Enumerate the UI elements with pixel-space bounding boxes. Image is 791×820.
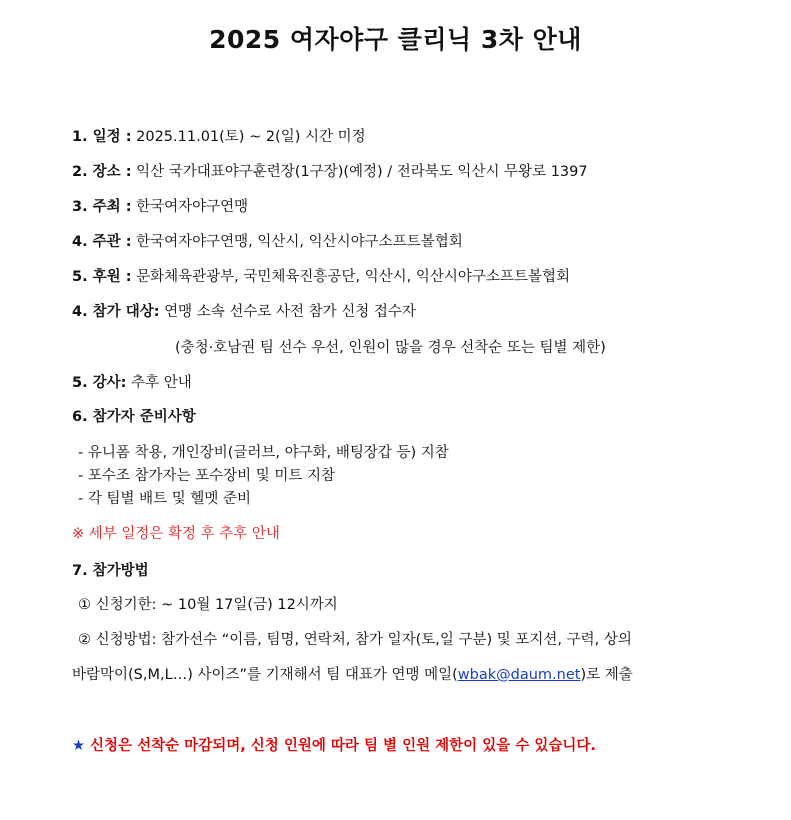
star-icon: ★ <box>72 738 85 754</box>
sponsor-value: 문화체육관광부, 국민체육진흥공단, 익산시, 익산시야구소프트볼협회 <box>131 269 570 285</box>
organizer-label: 4. 주관 : <box>72 234 132 250</box>
host-value: 한국여자야구연맹 <box>131 199 249 215</box>
schedule-value: 2025.11.01(토) ~ 2(일) 시간 미정 <box>131 129 366 145</box>
info-organizer <box>72 232 463 252</box>
apply-heading: 7. 참가방법 <box>72 563 149 579</box>
detail-notice: ※ 세부 일정은 확정 후 추후 안내 <box>72 526 280 542</box>
target-value: 연맹 소속 선수로 사전 참가 신청 접수자 <box>159 304 416 320</box>
organizer-value: 한국여자야구연맹, 익산시, 익산시야구소프트볼협회 <box>131 234 463 250</box>
apply-method-line1: ② 신청방법: 참가선수 “이름, 팀명, 연락처, 참가 일자(토,일 구분) 및 포지션, 구력, 상의 <box>78 632 632 648</box>
info-instructor <box>72 373 192 393</box>
target-label: 4. 참가 대상: <box>72 304 160 320</box>
email-link[interactable]: wbak@daum.net <box>457 667 581 683</box>
instructor-value: 추후 안내 <box>126 375 192 391</box>
prep-item: - 포수조 참가자는 포수장비 및 미트 지참 <box>78 468 335 484</box>
method-line2-post: )로 제출 <box>580 667 633 683</box>
info-host <box>72 197 248 217</box>
apply-method-line2 <box>72 665 633 685</box>
page-title: 2025 여자야구 클리닉 3차 안내 <box>209 25 582 54</box>
sponsor-label: 5. 후원 : <box>72 269 132 285</box>
venue-label: 2. 장소 : <box>72 164 132 180</box>
target-note: (충청·호남권 팀 선수 우선, 인원이 많을 경우 선착순 또는 팀별 제한) <box>175 340 606 356</box>
final-notice: 신청은 선착순 마감되며, 신청 인원에 따라 팀 별 인원 제한이 있을 수 있습니다. <box>85 738 596 754</box>
instructor-label: 5. 강사: <box>72 375 127 391</box>
prep-item: - 각 팀별 배트 및 헬멧 준비 <box>78 491 251 507</box>
info-schedule <box>72 127 366 147</box>
info-sponsor <box>72 267 570 287</box>
info-venue <box>72 162 588 182</box>
apply-deadline: ① 신청기한: ~ 10월 17일(금) 12시까지 <box>78 597 338 613</box>
method-line2-pre: 바람막이(S,M,L…) 사이즈”를 기재해서 팀 대표가 연맹 메일( <box>72 667 458 683</box>
venue-value: 익산 국가대표야구훈련장(1구장)(예정) / 전라북도 익산시 무왕로 1397 <box>131 164 588 180</box>
info-target <box>72 302 416 322</box>
prep-item: - 유니폼 착용, 개인장비(글러브, 야구화, 배팅장갑 등) 지참 <box>78 445 449 461</box>
host-label: 3. 주최 : <box>72 199 132 215</box>
prep-heading: 6. 참가자 준비사항 <box>72 409 196 425</box>
schedule-label: 1. 일정 : <box>72 129 132 145</box>
final-notice-line <box>72 736 596 756</box>
